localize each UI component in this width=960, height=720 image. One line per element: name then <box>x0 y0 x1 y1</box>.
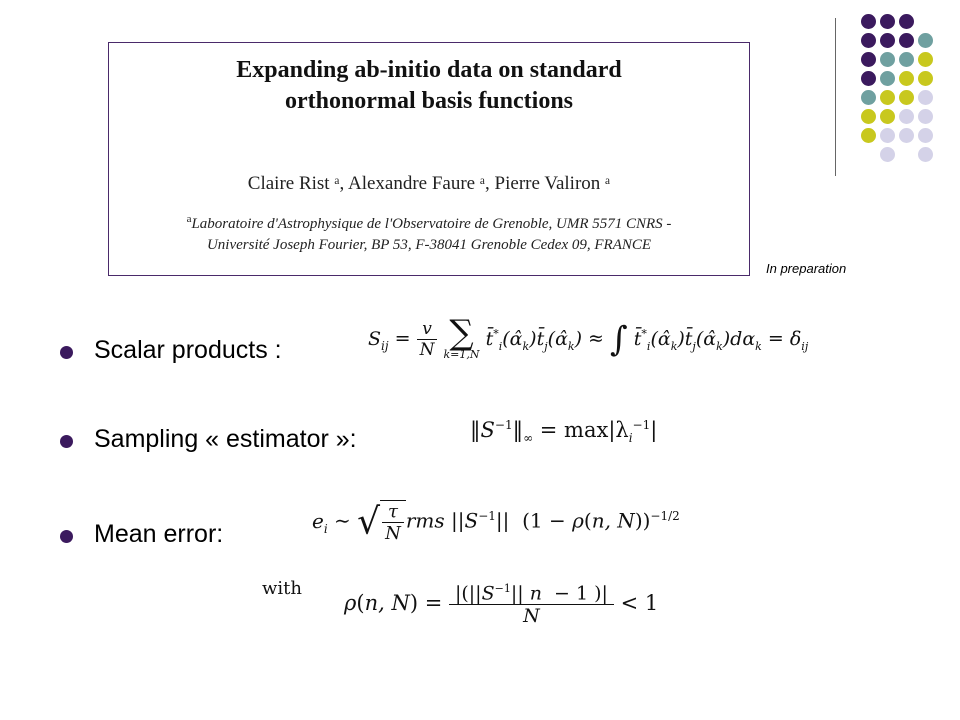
decorative-divider <box>835 18 836 176</box>
rho-formula: ρ(n, N) = $\frac{|(||S^{-1}|| n - 1 )|}{N}$ < 1 <box>344 582 659 628</box>
decorative-dot <box>880 33 895 48</box>
bullet-label: Scalar products : <box>94 336 282 364</box>
affiliation-line-1: Laboratoire d'Astrophysique de l'Observatoire de Grenoble, UMR 5571 CNRS - <box>191 216 672 232</box>
decorative-dot <box>918 52 933 67</box>
decorative-dot <box>861 33 876 48</box>
bullet-label: Mean error: <box>94 520 224 548</box>
decorative-dot <box>880 90 895 105</box>
mean-error-formula: $e_i$ ∼ √ $\frac{\tau}{N}$ rms $||S^{-1}||$ (1 − ρ(n, N))$^{-1/2}$ <box>312 501 680 544</box>
decorative-dot <box>880 128 895 143</box>
affiliation-line-2: Université Joseph Fourier, BP 53, F-38041 Grenoble Cedex 09, FRANCE <box>206 237 652 253</box>
scalar-product-formula: $S_{ij}$ = $\frac{v}{N}$ ∑ k=1,N $t̄^*_i(\alphâ_k)t̄_j(\alphâ_k)$ ≈ ∫ $t̄^*_i(\alphâ_k)t̄_j(\alphâ_k)d\alpha_k = \delta_{ij}$ <box>368 313 809 361</box>
decorative-dot <box>880 109 895 124</box>
decorative-dot <box>880 52 895 67</box>
sampling-estimator-formula: $‖S^{-1}‖_\infty = \max|\lambda_i^{-1}|$ <box>470 418 658 446</box>
decorative-dot <box>899 33 914 48</box>
paper-affiliation <box>109 209 749 256</box>
paper-authors: Claire Rist ᵃ, Alexandre Faure ᵃ, Pierre Valiron ᵃ <box>247 173 611 194</box>
decorative-dot <box>899 90 914 105</box>
bullet-icon <box>60 530 73 543</box>
decorative-dot <box>899 52 914 67</box>
decorative-dot <box>861 71 876 86</box>
decorative-dot <box>918 109 933 124</box>
status-note: In preparation <box>766 261 847 276</box>
bullet-icon <box>60 346 73 359</box>
decorative-dot <box>918 90 933 105</box>
paper-citation-box <box>108 42 750 276</box>
paper-title-line-2: orthonormal basis functions <box>284 88 574 114</box>
decorative-dot <box>880 71 895 86</box>
with-label: with <box>262 578 302 599</box>
paper-title <box>109 55 749 117</box>
decorative-dot <box>899 109 914 124</box>
bullet-label: Sampling « estimator »: <box>94 425 357 453</box>
decorative-dot <box>918 128 933 143</box>
decorative-dot <box>918 71 933 86</box>
decorative-dot <box>899 128 914 143</box>
decorative-dot <box>861 52 876 67</box>
decorative-dot <box>899 71 914 86</box>
decorative-dot <box>918 33 933 48</box>
paper-title-line-1: Expanding ab-initio data on standard <box>236 57 622 83</box>
decorative-dot <box>918 147 933 162</box>
decorative-dot <box>861 109 876 124</box>
decorative-dot <box>880 147 895 162</box>
bullet-icon <box>60 435 73 448</box>
decorative-dot <box>899 14 914 29</box>
affiliation-marker: a <box>186 213 192 225</box>
decorative-dot <box>861 90 876 105</box>
decorative-dot <box>861 14 876 29</box>
decorative-dot <box>880 14 895 29</box>
decorative-dot <box>861 128 876 143</box>
